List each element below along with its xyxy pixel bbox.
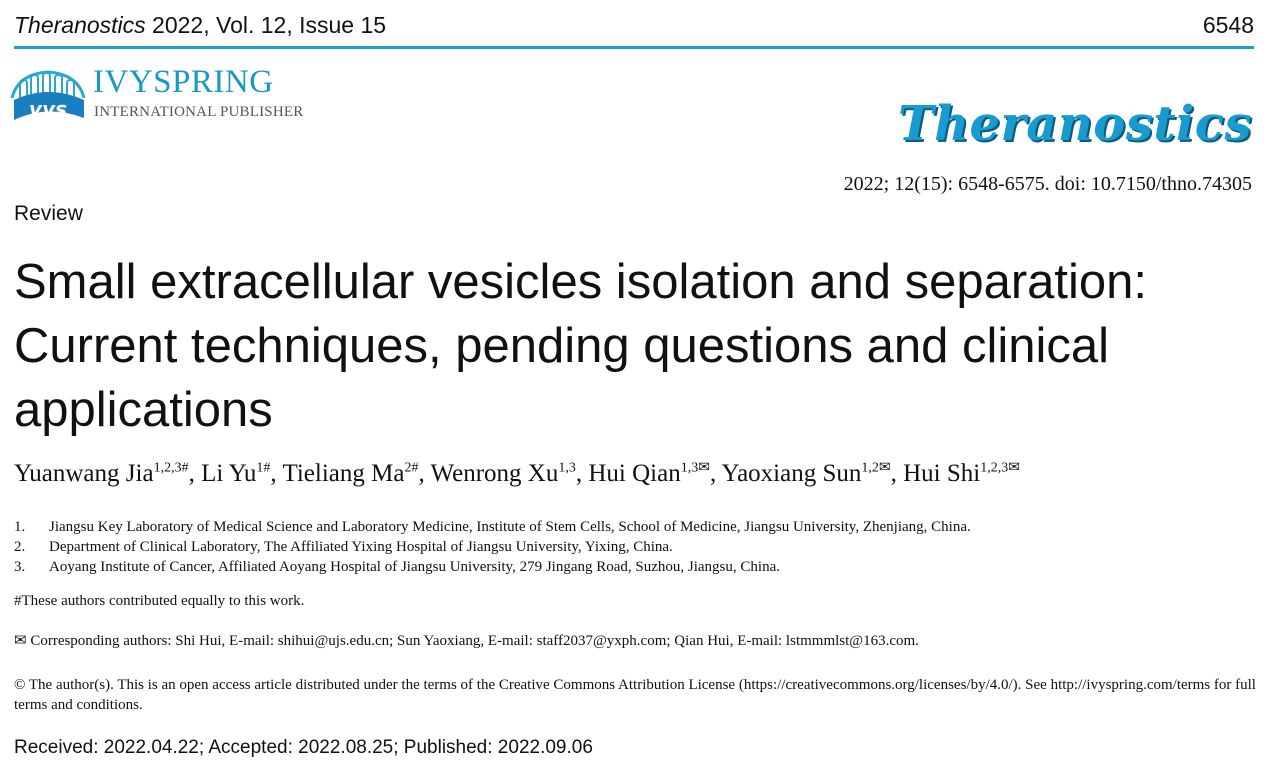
publisher-logo [6,62,306,132]
affiliation-item: 2. Department of Clinical Laboratory, The Affiliated Yixing Hospital of Jiangsu University, Yixing, China. [14,539,673,555]
author-list [14,460,1020,488]
author-affiliation-marker: 2# [404,461,419,476]
journal-issue-line [14,12,386,39]
author: Hui Shi$^{1,2,3✉}$ [903,460,1020,488]
author-affiliation-marker: 1,2✉ [861,461,891,476]
license-notice: © The author(s). This is an open access article distributed under the terms of the Creative Commons Attribution License (https://creativecommons.org/licenses/by/4.0/). See http://ivyspring.com/terms for full terms and conditions. [14,677,1256,713]
affiliation-list [14,517,1254,577]
author-affiliation-marker: 1,3 [558,461,576,476]
ivyspring-logo-icon [6,64,90,128]
citation-doi: 2022; 12(15): 6548-6575. doi: 10.7150/thno.74305 [843,173,1252,195]
article-type: Review [14,202,83,225]
publisher-subtitle: INTERNATIONAL PUBLISHER [94,104,304,120]
publisher-name: IVYSPRING [93,64,274,100]
corresponding-authors: ✉ Corresponding authors: Shi Hui, E-mail: shihui@ujs.edu.cn; Sun Yaoxiang, E-mail: staff2037@yxph.com; Qian Hui, E-mail: lstmmmlst@163.com. [14,633,919,649]
logo-mark-text: vys [29,97,67,121]
affiliation-item: 1. Jiangsu Key Laboratory of Medical Science and Laboratory Medicine, Institute of Stem Cells, School of Medicine, Jiangsu University, Zhenjiang, China. [14,519,971,535]
journal-brand-logo: Theranostics [897,96,1252,152]
author: Wenrong Xu$^{1,3}$, [430,460,589,488]
author: Yuanwang Jia$^{1,2,3\#}$, [14,460,202,488]
publication-dates: Received: 2022.04.22; Accepted: 2022.08.25; Published: 2022.09.06 [14,737,593,758]
author-affiliation-marker: 1# [256,461,271,476]
author-affiliation-marker: 1,2,3✉ [980,461,1020,476]
article-title: Small extracellular vesicles isolation and separation: Current techniques, pending questions and clinical applications [14,255,1148,437]
page-number: 6548 [1202,12,1254,38]
author: Hui Qian$^{1,3✉}$, [588,460,722,488]
running-header [14,8,1254,49]
author: Li $Yu^{1\#}$, [201,460,283,488]
author-affiliation-marker: 1,3✉ [680,461,710,476]
journal-name: Theranostics [14,12,146,38]
author-affiliation-marker: 1,2,3# [153,461,189,476]
equal-contribution-note: #These authors contributed equally to this work. [14,593,305,609]
author: Yaoxiang Sun$^{1,2✉}$, [721,460,904,488]
journal-issue: 2022, Vol. 12, Issue 15 [145,12,387,38]
affiliation-item: 3. Aoyang Institute of Cancer, Affiliated Aoyang Hospital of Jiangsu University, 279 Jingang Road, Suzhou, Jiangsu, China. [14,559,780,575]
author: Tieliang $Ma^{2\#}$, [282,460,431,488]
